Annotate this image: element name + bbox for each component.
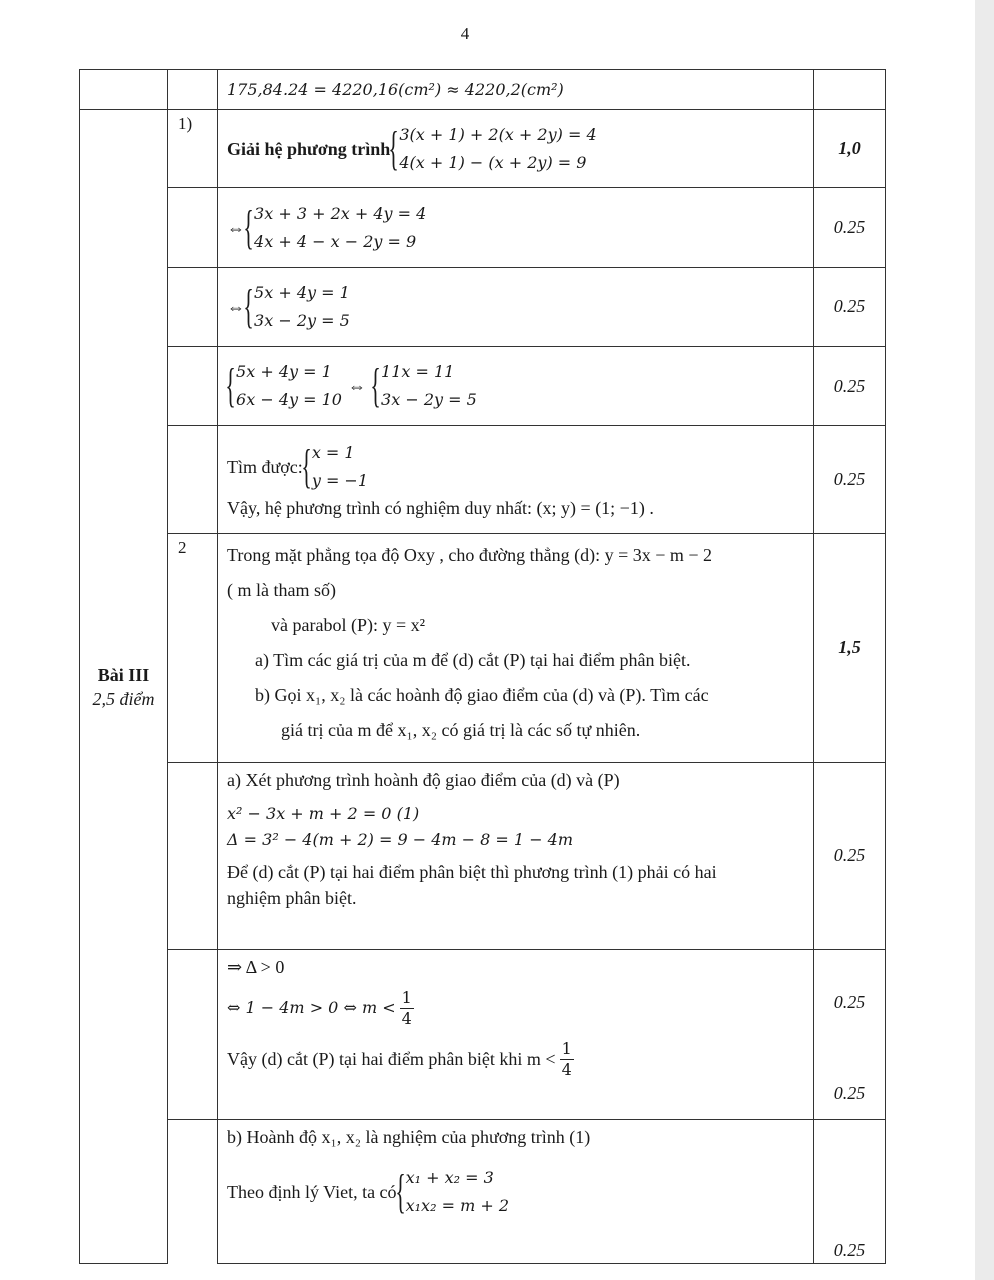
table-row: b) Hoành độ x₁, x₂ là nghiệm của phương trình (1) Theo định lý Viet, ta có { x₁ + x₂ = 3 x₁x₂ = m + 2 0.25 — [80, 1120, 886, 1264]
equation-system: 5x + 4y = 1 6x − 4y = 10 — [236, 362, 342, 410]
brace: { — [388, 121, 400, 175]
page-edge — [975, 0, 994, 1280]
table-row: ⇔ { 5x + 4y = 1 3x − 2y = 5 0.25 — [80, 267, 886, 346]
table-row — [80, 110, 886, 188]
score: 0.25 — [814, 762, 886, 949]
conclusion-text: Vậy, hệ phương trình có nghiệm duy nhất: (x; y) = (1; −1) . — [227, 497, 654, 518]
equation-system: x = 1 y = −1 — [311, 442, 369, 490]
score: 1,0 — [814, 110, 886, 188]
score: 1,5 — [814, 533, 886, 762]
part-number: 1) — [168, 110, 218, 188]
brace: { — [225, 359, 236, 413]
table-row — [80, 70, 886, 110]
fraction: $\frac{1}{4}$ — [401, 987, 412, 1028]
page-number: 4 — [460, 24, 470, 43]
area-formula: 175,84.24 = 4220,16(cm²) ≈ 4220,2(cm²) — [227, 80, 564, 100]
brace: { — [243, 200, 254, 254]
table-row: Tìm được: { x = 1 y = −1 Vậy, hệ phương trình có nghiệm duy nhất: (x; y) = (1; −1) . 0.25 — [80, 426, 886, 533]
score: 0.25 — [814, 267, 886, 346]
section-label — [80, 110, 168, 1264]
table-row: a) Xét phương trình hoành độ giao điểm của (d) và (P) x² − 3x + m + 2 = 0 (1) Δ = 3² − 4(m + 2) = 9 − 4m − 8 = 1 − 4m Để (d) cắt (P) tại hai điểm phân biệt thì phương trình (1) phải có hai nghiệm phân biệt. 0.25 — [80, 762, 886, 949]
score: 0.25 — [833, 992, 866, 1013]
brace: { — [370, 359, 381, 413]
equation-system: x₁ + x₂ = 3 x₁x₂ = m + 2 — [405, 1168, 509, 1216]
answer-table — [79, 69, 886, 1264]
equation-system: 11x = 11 3x − 2y = 5 — [381, 362, 477, 410]
score: 0.25 — [814, 1120, 886, 1264]
problem-line: và parabol (P): y = x² — [271, 614, 426, 635]
part-number: 2 — [168, 533, 218, 762]
table-row: ⇒ Δ > 0 ⇔ 1 − 4m > 0 ⇔ m < $\frac{1}{4}$ Vậy (d) cắt (P) tại hai điểm phân biệt khi m < $\frac{1}{4}$ 0.25 0.25 — [80, 949, 886, 1120]
problem-line: b) Gọi x₁, x₂ là các hoành độ giao điểm của (d) và (P). Tìm các — [255, 684, 709, 705]
table-row — [80, 533, 886, 762]
section-title: Bài III — [97, 664, 150, 685]
part1-prompt: Giải hệ phương trình — [227, 138, 391, 159]
problem-line: ( m là tham số) — [227, 579, 336, 600]
score: 0.25 — [833, 1083, 866, 1104]
fraction: $\frac{1}{4}$ — [561, 1038, 572, 1079]
equation-system: 3x + 3 + 2x + 4y = 4 4x + 4 − x − 2y = 9 — [254, 203, 427, 251]
problem-line: giá trị của m để x₁, x₂ có giá trị là các số tự nhiên. — [281, 719, 641, 740]
problem-line: Trong mặt phẳng tọa độ Oxy , cho đường thẳng (d): y = 3x − m − 2 — [227, 544, 713, 565]
brace: { — [394, 1165, 406, 1219]
score: 0.25 — [814, 347, 886, 426]
table-row: ⇔ { 3x + 3 + 2x + 4y = 4 4x + 4 − x − 2y = 9 0.25 — [80, 188, 886, 267]
problem-line: a) Tìm các giá trị của m để (d) cắt (P) tại hai điểm phân biệt. — [255, 649, 691, 670]
brace: { — [243, 279, 254, 333]
score: 0.25 — [814, 426, 886, 533]
table-row: { 5x + 4y = 1 6x − 4y = 10 ⇔ { 11x = 11 3x − 2y = 5 0.25 — [80, 347, 886, 426]
equation-system: 3(x + 1) + 2(x + 2y) = 4 4(x + 1) − (x + 2y) = 9 — [399, 124, 597, 172]
equation-system: 5x + 4y = 1 3x − 2y = 5 — [254, 282, 350, 330]
score: 0.25 — [814, 188, 886, 267]
brace: { — [301, 439, 312, 493]
section-points: 2,5 điểm — [92, 688, 155, 709]
